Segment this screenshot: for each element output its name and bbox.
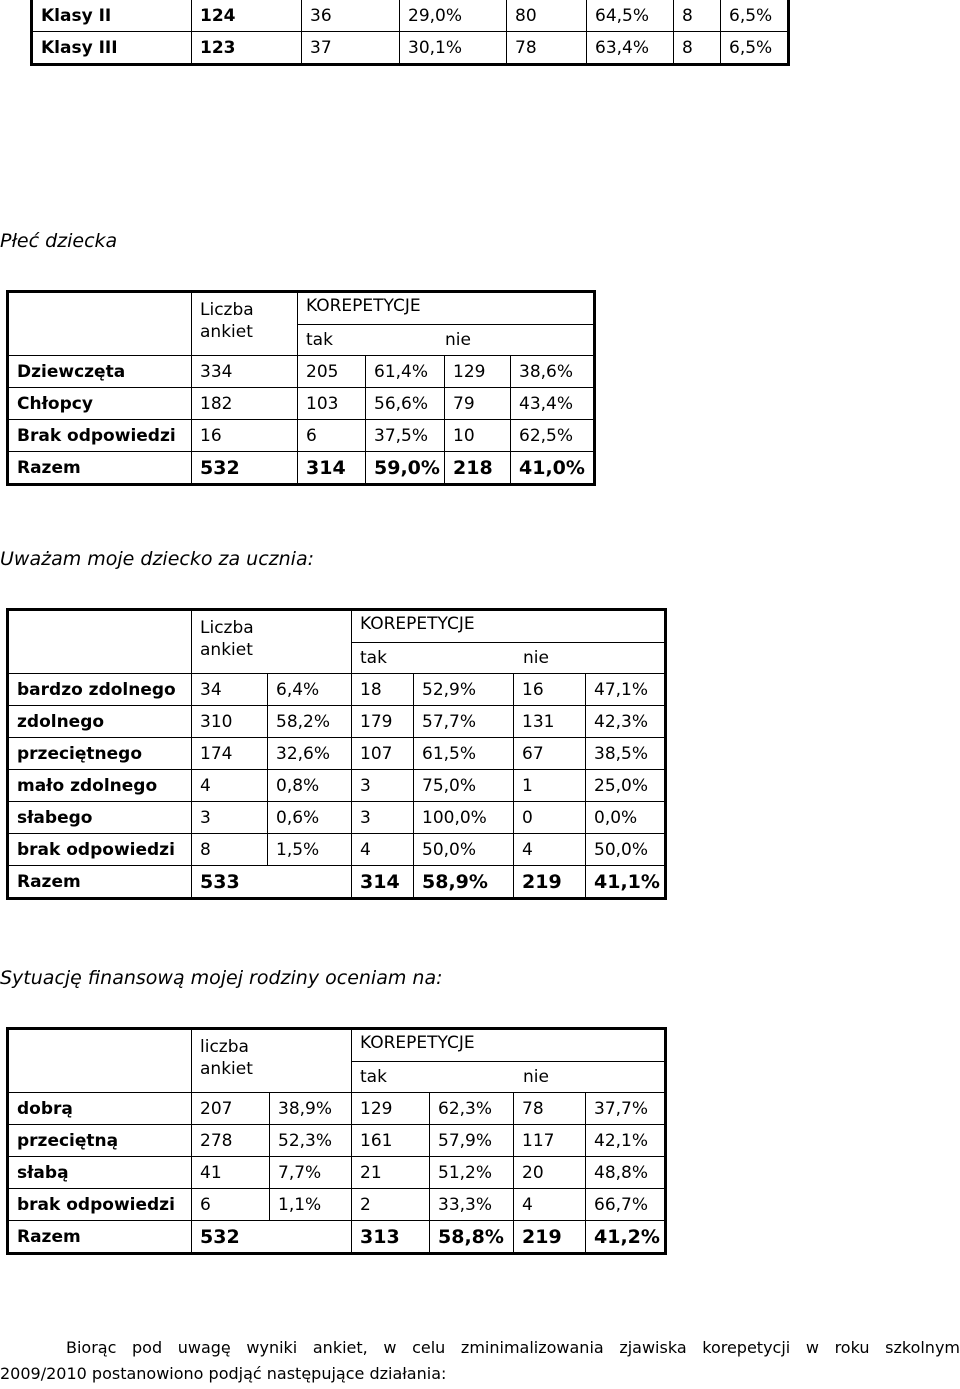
table-header-row <box>8 610 666 674</box>
cell: 37 <box>302 32 400 65</box>
section-title-gender: Płeć dziecka <box>0 230 118 252</box>
finance-table <box>6 1027 667 1255</box>
table-row <box>8 674 666 706</box>
cell: 48,8% <box>586 1157 666 1189</box>
header-korepetycje-group <box>352 610 666 674</box>
cell: 52,9% <box>414 674 514 706</box>
cell: 532 <box>192 452 298 485</box>
cell: 100,0% <box>414 802 514 834</box>
cell: 80 <box>507 0 587 32</box>
row-label: Dziewczęta <box>8 356 192 388</box>
header-korepetycje: KOREPETYCJE <box>352 1030 664 1062</box>
cell: 124 <box>192 0 302 32</box>
section-title-finance: Sytuację finansową mojej rodziny oceniam na: <box>0 967 443 989</box>
cell: 51,2% <box>430 1157 514 1189</box>
cell: 6,5% <box>721 0 789 32</box>
cell: 3 <box>352 770 414 802</box>
cell: 36 <box>302 0 400 32</box>
cell: 2 <box>352 1189 430 1221</box>
cell: 207 <box>192 1093 270 1125</box>
cell: 6 <box>298 420 366 452</box>
empty-cell <box>8 610 192 674</box>
header-liczba <box>192 1029 352 1093</box>
table-header-row <box>8 292 595 356</box>
row-label: bardzo zdolnego <box>8 674 192 706</box>
cell: 41,1% <box>586 866 666 899</box>
header-liczba-line2: ankiet <box>200 322 253 342</box>
header-liczba-line2: ankiet <box>200 640 253 660</box>
cell: 10 <box>445 420 511 452</box>
section-title-ability: Uważam moje dziecko za ucznia: <box>0 548 314 570</box>
row-label: Brak odpowiedzi <box>8 420 192 452</box>
cell: 41,0% <box>511 452 595 485</box>
header-liczba-line1: liczba <box>200 1037 249 1057</box>
cell: 129 <box>445 356 511 388</box>
cell: 30,1% <box>400 32 507 65</box>
cell: 174 <box>192 738 268 770</box>
table-row <box>8 802 666 834</box>
cell: 107 <box>352 738 414 770</box>
cell: 78 <box>514 1093 586 1125</box>
cell: 37,7% <box>586 1093 666 1125</box>
table-total-row <box>8 866 666 899</box>
cell: 50,0% <box>414 834 514 866</box>
cell: 67 <box>514 738 586 770</box>
footer-line-2: 2009/2010 postanowiono podjąć następujące działania: <box>0 1364 447 1383</box>
ability-table <box>6 608 667 900</box>
table-total-row <box>8 452 595 485</box>
cell: 16 <box>514 674 586 706</box>
cell: 3 <box>352 802 414 834</box>
cell: 314 <box>298 452 366 485</box>
row-label: Klasy III <box>32 32 192 65</box>
cell: 42,1% <box>586 1125 666 1157</box>
cell: 32,6% <box>268 738 352 770</box>
header-liczba <box>192 610 352 674</box>
table-row <box>8 420 595 452</box>
cell: 0,8% <box>268 770 352 802</box>
class-table <box>30 0 790 66</box>
cell: 58,8% <box>430 1221 514 1254</box>
row-label: brak odpowiedzi <box>8 1189 192 1221</box>
cell: 52,3% <box>270 1125 352 1157</box>
row-label: przeciętnego <box>8 738 192 770</box>
cell: 8 <box>674 0 721 32</box>
cell: 6 <box>192 1189 270 1221</box>
row-label: Klasy II <box>32 0 192 32</box>
row-label: słabą <box>8 1157 192 1189</box>
table-row <box>32 0 789 32</box>
header-tak: tak <box>306 330 333 350</box>
cell: 205 <box>298 356 366 388</box>
cell: 0 <box>514 802 586 834</box>
header-tak: tak <box>360 1067 387 1087</box>
cell: 42,3% <box>586 706 666 738</box>
cell: 56,6% <box>366 388 445 420</box>
table-row <box>8 388 595 420</box>
row-label: brak odpowiedzi <box>8 834 192 866</box>
cell: 129 <box>352 1093 430 1125</box>
header-tak: tak <box>360 648 387 668</box>
cell: 33,3% <box>430 1189 514 1221</box>
header-korepetycje-group <box>352 1029 666 1093</box>
cell: 43,4% <box>511 388 595 420</box>
cell: 62,3% <box>430 1093 514 1125</box>
empty-cell <box>8 292 192 356</box>
row-label: Razem <box>8 1221 192 1254</box>
cell: 41,2% <box>586 1221 666 1254</box>
row-label: dobrą <box>8 1093 192 1125</box>
cell: 7,7% <box>270 1157 352 1189</box>
cell: 58,2% <box>268 706 352 738</box>
cell: 4 <box>192 770 268 802</box>
cell: 313 <box>352 1221 430 1254</box>
cell: 8 <box>192 834 268 866</box>
header-nie: nie <box>523 1067 549 1087</box>
cell: 1,1% <box>270 1189 352 1221</box>
cell: 66,7% <box>586 1189 666 1221</box>
cell: 219 <box>514 866 586 899</box>
table-row <box>8 1157 666 1189</box>
cell: 61,5% <box>414 738 514 770</box>
cell: 179 <box>352 706 414 738</box>
cell: 34 <box>192 674 268 706</box>
cell: 29,0% <box>400 0 507 32</box>
cell: 334 <box>192 356 298 388</box>
row-label: Razem <box>8 866 192 899</box>
cell: 50,0% <box>586 834 666 866</box>
table-row <box>8 834 666 866</box>
row-label: mało zdolnego <box>8 770 192 802</box>
cell: 532 <box>192 1221 352 1254</box>
cell: 62,5% <box>511 420 595 452</box>
table-header-row <box>8 1029 666 1093</box>
cell: 75,0% <box>414 770 514 802</box>
cell: 0,6% <box>268 802 352 834</box>
cell: 6,4% <box>268 674 352 706</box>
cell: 78 <box>507 32 587 65</box>
table-row <box>8 356 595 388</box>
cell: 161 <box>352 1125 430 1157</box>
cell: 47,1% <box>586 674 666 706</box>
cell: 38,6% <box>511 356 595 388</box>
header-liczba-line2: ankiet <box>200 1059 253 1079</box>
row-label: Razem <box>8 452 192 485</box>
cell: 314 <box>352 866 414 899</box>
table-row <box>8 1189 666 1221</box>
cell: 25,0% <box>586 770 666 802</box>
cell: 21 <box>352 1157 430 1189</box>
cell: 63,4% <box>587 32 674 65</box>
cell: 219 <box>514 1221 586 1254</box>
cell: 58,9% <box>414 866 514 899</box>
cell: 4 <box>352 834 414 866</box>
cell: 117 <box>514 1125 586 1157</box>
table-row <box>32 32 789 65</box>
cell: 182 <box>192 388 298 420</box>
header-korepetycje-group <box>298 292 595 356</box>
table-row <box>8 1125 666 1157</box>
header-nie: nie <box>445 330 471 350</box>
row-label: przeciętną <box>8 1125 192 1157</box>
cell: 38,5% <box>586 738 666 770</box>
header-nie: nie <box>523 648 549 668</box>
cell: 79 <box>445 388 511 420</box>
cell: 16 <box>192 420 298 452</box>
header-liczba-line1: Liczba <box>200 300 254 320</box>
cell: 310 <box>192 706 268 738</box>
cell: 38,9% <box>270 1093 352 1125</box>
cell: 278 <box>192 1125 270 1157</box>
cell: 41 <box>192 1157 270 1189</box>
cell: 103 <box>298 388 366 420</box>
row-label: słabego <box>8 802 192 834</box>
cell: 533 <box>192 866 352 899</box>
cell: 1 <box>514 770 586 802</box>
cell: 131 <box>514 706 586 738</box>
table-total-row <box>8 1221 666 1254</box>
cell: 3 <box>192 802 268 834</box>
header-liczba-line1: Liczba <box>200 618 254 638</box>
row-label: zdolnego <box>8 706 192 738</box>
table-row <box>8 1093 666 1125</box>
footer-paragraph <box>0 1335 960 1387</box>
cell: 20 <box>514 1157 586 1189</box>
table-row <box>8 706 666 738</box>
header-korepetycje: KOREPETYCJE <box>298 293 593 325</box>
cell: 37,5% <box>366 420 445 452</box>
cell: 4 <box>514 1189 586 1221</box>
table-row <box>8 770 666 802</box>
cell: 61,4% <box>366 356 445 388</box>
empty-cell <box>8 1029 192 1093</box>
cell: 8 <box>674 32 721 65</box>
row-label: Chłopcy <box>8 388 192 420</box>
cell: 1,5% <box>268 834 352 866</box>
cell: 123 <box>192 32 302 65</box>
cell: 57,9% <box>430 1125 514 1157</box>
cell: 6,5% <box>721 32 789 65</box>
footer-line-1: Biorąc pod uwagę wyniki ankiet, w celu zminimalizowania zjawiska korepetycji w roku szkolnym <box>66 1338 960 1357</box>
cell: 0,0% <box>586 802 666 834</box>
cell: 18 <box>352 674 414 706</box>
gender-table <box>6 290 596 486</box>
cell: 59,0% <box>366 452 445 485</box>
cell: 218 <box>445 452 511 485</box>
header-liczba <box>192 292 298 356</box>
cell: 57,7% <box>414 706 514 738</box>
cell: 64,5% <box>587 0 674 32</box>
table-row <box>8 738 666 770</box>
header-korepetycje: KOREPETYCJE <box>352 611 664 643</box>
cell: 4 <box>514 834 586 866</box>
